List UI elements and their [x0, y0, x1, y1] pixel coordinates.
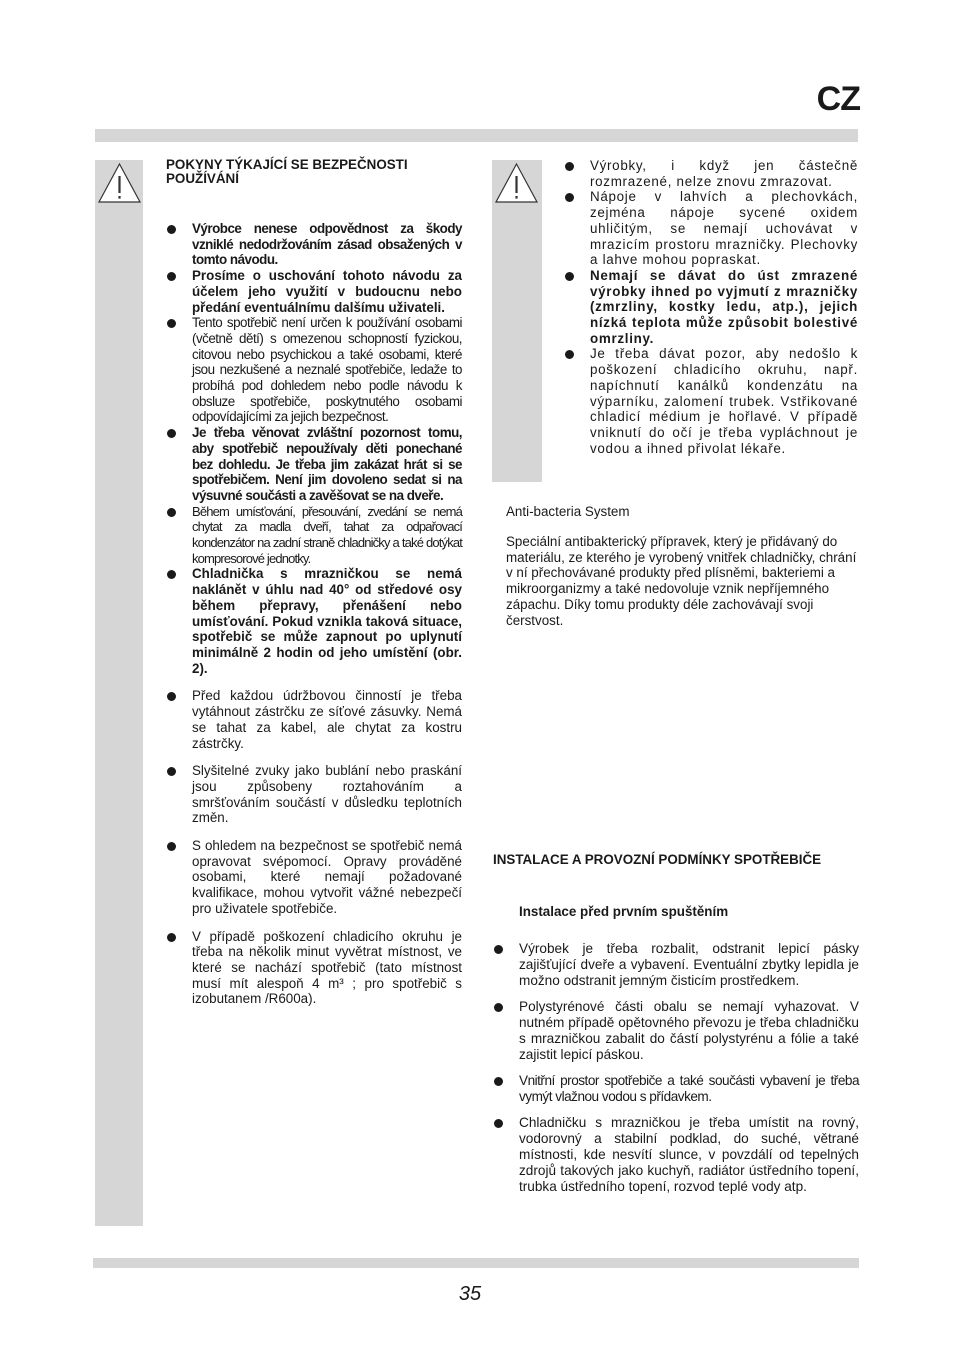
safety-list-continued — [564, 158, 858, 456]
page-number: 35 — [458, 1283, 482, 1305]
list-item: Tento spotřebič není určen k používání osobami (včetně dětí) s omezenou schopností fyzickou, citovou nebo psychickou a také osobami, které jsou nezkušené a neznalé spotřebiče, ledaže to probíhá pod dohledem nebo podle návodu k obsluze spotřebiče, poskytnutého osobami odpovídajícími za jejich bezpečnost. — [166, 315, 462, 425]
installation-column — [493, 941, 859, 1195]
list-item: Je třeba věnovat zvláštní pozornost tomu, aby spotřebič nepoužívaly děti ponechané bez dohledu. Je třeba jim zakázat hrát si se spotřebičem. Není jim dovoleno sedat si na výsuvné součásti a zavěšovat se na dveře. — [166, 425, 462, 504]
right-grey-sidebar — [492, 160, 542, 482]
list-item: Během umísťování, přesouvání, zvedání se nemá chytat za madla dveří, tahat za odpařovací kondenzátor na zadní straně chladničky a také dotýkat kompresorové jednotky. — [166, 504, 462, 567]
antibacteria-title: Anti-bacteria System — [506, 504, 630, 519]
list-item: Chladničku s mrazničkou je třeba umístit na rovný, vodorovný a stabilní podklad, do suché, větrané místnosti, kde nesvítí slunce, v povzdálí od tepelných zdrojů takových jako kuchyň, radiátor ústředního topení, trubka ústředního topení, rozvod teplé vody atp. — [493, 1115, 859, 1195]
left-grey-sidebar — [95, 160, 143, 1226]
footer-rule — [93, 1258, 859, 1268]
list-item: Polystyrénové části obalu se nemají vyhazovat. V nutném případě opětovného převozu je třeba chladničku s mrazničkou zabalit do částí polystyrénu a fólie a také zajistit lepicí páskou. — [493, 999, 859, 1063]
list-item: Výrobce nenese odpovědnost za škody vzniklé nedodržováním zásad obsažených v tomto návodu. — [166, 221, 462, 268]
list-item: Vnitřní prostor spotřebiče a také součásti vybavení je třeba vymýt vlažnou vodou s přídavkem. — [493, 1073, 859, 1105]
list-item: Chladnička s mrazničkou se nemá naklánět v úhlu nad 40° od středové osy během přepravy, přenášení nebo umísťování. Pokud vznikla taková situace, spotřebič se může zapnout po uplynutí minimálně 2 hodin od jeho umístění (obr. 2). — [166, 566, 462, 676]
safety-column — [166, 158, 462, 1007]
header-rule — [95, 129, 858, 142]
list-item: Je třeba dávat pozor, aby nedošlo k poškození chladicího okruhu, např. napíchnutí kanálků kondenzátu na výparníku, zalomení trubek. Vstřikované chladicí médium je hořlavé. V případě vniknutí do očí je třeba vypláchnout je vodou a ihned přivolat lékaře. — [564, 346, 858, 456]
installation-list — [493, 941, 859, 1195]
language-code: CZ — [816, 80, 860, 118]
list-item: V případě poškození chladicího okruhu je třeba na několik minut vyvětrat místnost, ve které se nachází spotřebič (tato místnost musí mít alespoň 4 m³ ; pro spotřebič s izobutanem /R600a). — [166, 929, 462, 1008]
list-item: Prosíme o uschování tohoto návodu za účelem jeho využití v budoucnu nebo předání eventuálnímu dalšímu uživateli. — [166, 268, 462, 315]
safety-list — [166, 221, 462, 1007]
list-item: Slyšitelné zvuky jako bublání nebo praskání jsou způsobeny roztahováním a smršťováním součástí v důsledku teplotních změn. — [166, 763, 462, 826]
list-item: S ohledem na bezpečnost se spotřebič nemá opravovat svépomocí. Opravy prováděné osobami, které nemají požadované kvalifikace, mohou vytvořit vážné nebezpečí pro uživatele spotřebiče. — [166, 838, 462, 917]
warning-triangle-icon — [493, 161, 540, 205]
installation-subheading: Instalace před prvním spuštěním — [519, 904, 729, 919]
list-item: Výrobky, i když jen částečně rozmrazené, nelze znovu zmrazovat. — [564, 158, 858, 189]
list-item: Nápoje v lahvích a plechovkách, zejména nápoje sycené oxidem uhličitým, se nemají uchovávat v mrazicím prostoru mrazničky. Plechovky a lahve mohou popraskat. — [564, 189, 858, 268]
safety-heading: POKYNY TÝKAJÍCÍ SE BEZPEČNOSTI POUŽÍVÁNÍ — [166, 157, 408, 186]
installation-heading: INSTALACE A PROVOZNÍ PODMÍNKY SPOTŘEBIČE — [493, 852, 822, 867]
antibacteria-text: Speciální antibakterický přípravek, který je přidávaný do materiálu, ze kterého je vyrobený vnitřek chladničky, chrání v ní přechovávané produkty před plísněmi, bakteriemi a mikroorganizmy a také nedovoluje vznik nepříjemného zápachu. Díky tomu produkty déle zachovávají svoji čerstvost. — [506, 534, 857, 628]
safety-column-continued — [564, 158, 858, 456]
warning-triangle-icon — [96, 161, 143, 205]
list-item: Nemají se dávat do úst zmrazené výrobky ihned po vyjmutí z mrazničky (zmrzliny, kostky ledu, atp.), jejich nízká teplota může způsobit bolestivé omrzliny. — [564, 268, 858, 347]
list-item: Před každou údržbovou činností je třeba vytáhnout zástrčku ze síťové zásuvky. Nemá se tahat za kabel, ale chytat za kostru zástrčky. — [166, 688, 462, 751]
list-item: Výrobek je třeba rozbalit, odstranit lepicí pásky zajišťující dveře a vybavení. Eventuální zbytky lepidla je možno odstranit jemným čisticím prostředkem. — [493, 941, 859, 989]
